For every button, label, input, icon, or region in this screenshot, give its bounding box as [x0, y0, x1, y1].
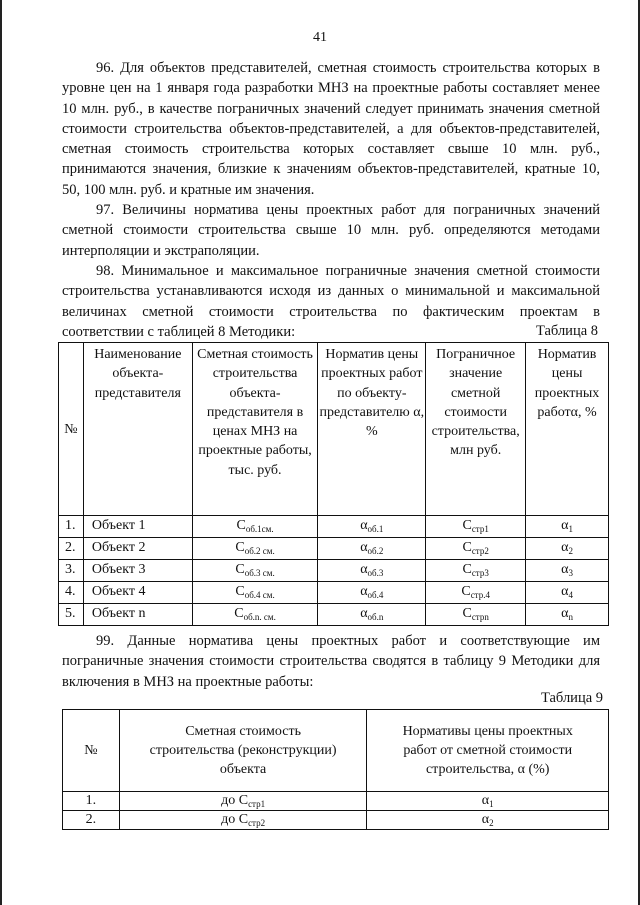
boundary-cost: $С_{стр.4}$ — [426, 582, 526, 604]
row-number: 4. — [59, 582, 84, 604]
table8-header-norm: Норматив цены проектных работα, % — [526, 343, 609, 516]
paragraph-99: 99. Данные норматива цены проектных работ и соответствующие им пограничные значения стоимости строительства сводятся в таблицу 9 Методики для включения в МНЗ на проектные работы: — [62, 633, 600, 690]
boundary-cost: $С_{стрn}$ — [426, 604, 526, 626]
object-cost: $С_{об.3 см.}$ — [192, 560, 318, 582]
norm-value: $\alpha_2$ — [367, 811, 609, 830]
object-name: Объект 2 — [83, 538, 192, 560]
table-8 — [58, 342, 609, 626]
table-row — [59, 538, 609, 560]
scan-border-left — [0, 0, 2, 905]
table-9 — [62, 709, 609, 830]
table8-header-norm-object: Норматив цены проектных работ по объекту-представителю α, % — [318, 343, 426, 516]
object-cost: $С_{об.1см.}$ — [192, 516, 318, 538]
boundary-cost: $С_{стр2}$ — [426, 538, 526, 560]
object-norm: $\alpha_{об.4}$ — [318, 582, 426, 604]
body-text — [62, 58, 600, 342]
table-row — [59, 582, 609, 604]
norm-value: $\alpha_1$ — [526, 516, 609, 538]
norm-value: $\alpha_2$ — [526, 538, 609, 560]
table8-header-cost: Сметная стоимость строительства объекта-представителя в ценах МНЗ на проектные работы, тыс. руб. — [192, 343, 318, 516]
table-row — [59, 604, 609, 626]
table-row — [63, 811, 609, 830]
paragraph-97: 97. Величины норматива цены проектных работ для пограничных значений сметной стоимости строительства свыше 10 млн. руб. определяются методами интерполяции и экстраполяции. — [62, 202, 600, 259]
row-number: 5. — [59, 604, 84, 626]
row-number: 1. — [59, 516, 84, 538]
cost-value: до $С_{стр1}$ — [119, 792, 367, 811]
row-number: 2. — [59, 538, 84, 560]
object-name: Объект 1 — [83, 516, 192, 538]
norm-value: $\alpha_n$ — [526, 604, 609, 626]
object-name: Объект 3 — [83, 560, 192, 582]
object-norm: $\alpha_{об.n}$ — [318, 604, 426, 626]
object-norm: $\alpha_{об.2}$ — [318, 538, 426, 560]
object-cost: $С_{об.2 см.}$ — [192, 538, 318, 560]
object-name: Объект n — [83, 604, 192, 626]
object-norm: $\alpha_{об.3}$ — [318, 560, 426, 582]
object-name: Объект 4 — [83, 582, 192, 604]
norm-value: $\alpha_4$ — [526, 582, 609, 604]
table-row — [59, 516, 609, 538]
cost-value: до $С_{стр2}$ — [119, 811, 367, 830]
object-norm: $\alpha_{об.1}$ — [318, 516, 426, 538]
table-row — [63, 792, 609, 811]
table8-header-row — [59, 343, 609, 516]
row-number: 3. — [59, 560, 84, 582]
row-number: 1. — [63, 792, 120, 811]
norm-value: $\alpha_3$ — [526, 560, 609, 582]
table9-header-row — [63, 710, 609, 792]
norm-value: $\alpha_1$ — [367, 792, 609, 811]
paragraph-96: 96. Для объектов представителей, сметная стоимость строительства которых в уровне цен на 1 января года разработки МНЗ на проектные работы составляет менее 10 млн. руб., в качестве пограничных значений следует принимать значения сметной стоимости строительства объектов-представителей, а для объектов-представителей, сметная стоимость строительства которых составляет свыше 10 млн. руб., принимаются значения, близкие к значениям объектов-представителей, кратные 10, 50, 100 млн. руб. и кратные им значения. — [62, 60, 600, 198]
boundary-cost: $С_{стр1}$ — [426, 516, 526, 538]
object-cost: $С_{об.n. см.}$ — [192, 604, 318, 626]
table9-caption: Таблица 9 — [541, 690, 604, 706]
table9-header-num: № — [63, 710, 120, 792]
table-row — [59, 560, 609, 582]
table8-caption: Таблица 8 — [536, 323, 599, 339]
body-text-2 — [62, 631, 600, 692]
object-cost: $С_{об.4 см.}$ — [192, 582, 318, 604]
row-number: 2. — [63, 811, 120, 830]
table8-header-num: № — [59, 343, 84, 516]
paragraph-98: 98. Минимальное и максимальное пограничные значения сметной стоимости строительства устанавливаются исходя из данных о минимальной и максимальной величинах сметной стоимости строительства по фактическим проектам в соответствии с таблицей 8 Методики: — [62, 262, 600, 340]
table9-header-norm: Нормативы цены проектных работ от сметной стоимости строительства, α (%) — [367, 710, 609, 792]
table8-header-boundary: Пограничное значение сметной стоимости строительства, млн руб. — [426, 343, 526, 516]
boundary-cost: $С_{стр3}$ — [426, 560, 526, 582]
page-number: 41 — [313, 30, 327, 45]
table9-header-cost: Сметная стоимость строительства (реконструкции) объекта — [119, 710, 367, 792]
table8-header-name: Наименование объекта-представителя — [83, 343, 192, 516]
